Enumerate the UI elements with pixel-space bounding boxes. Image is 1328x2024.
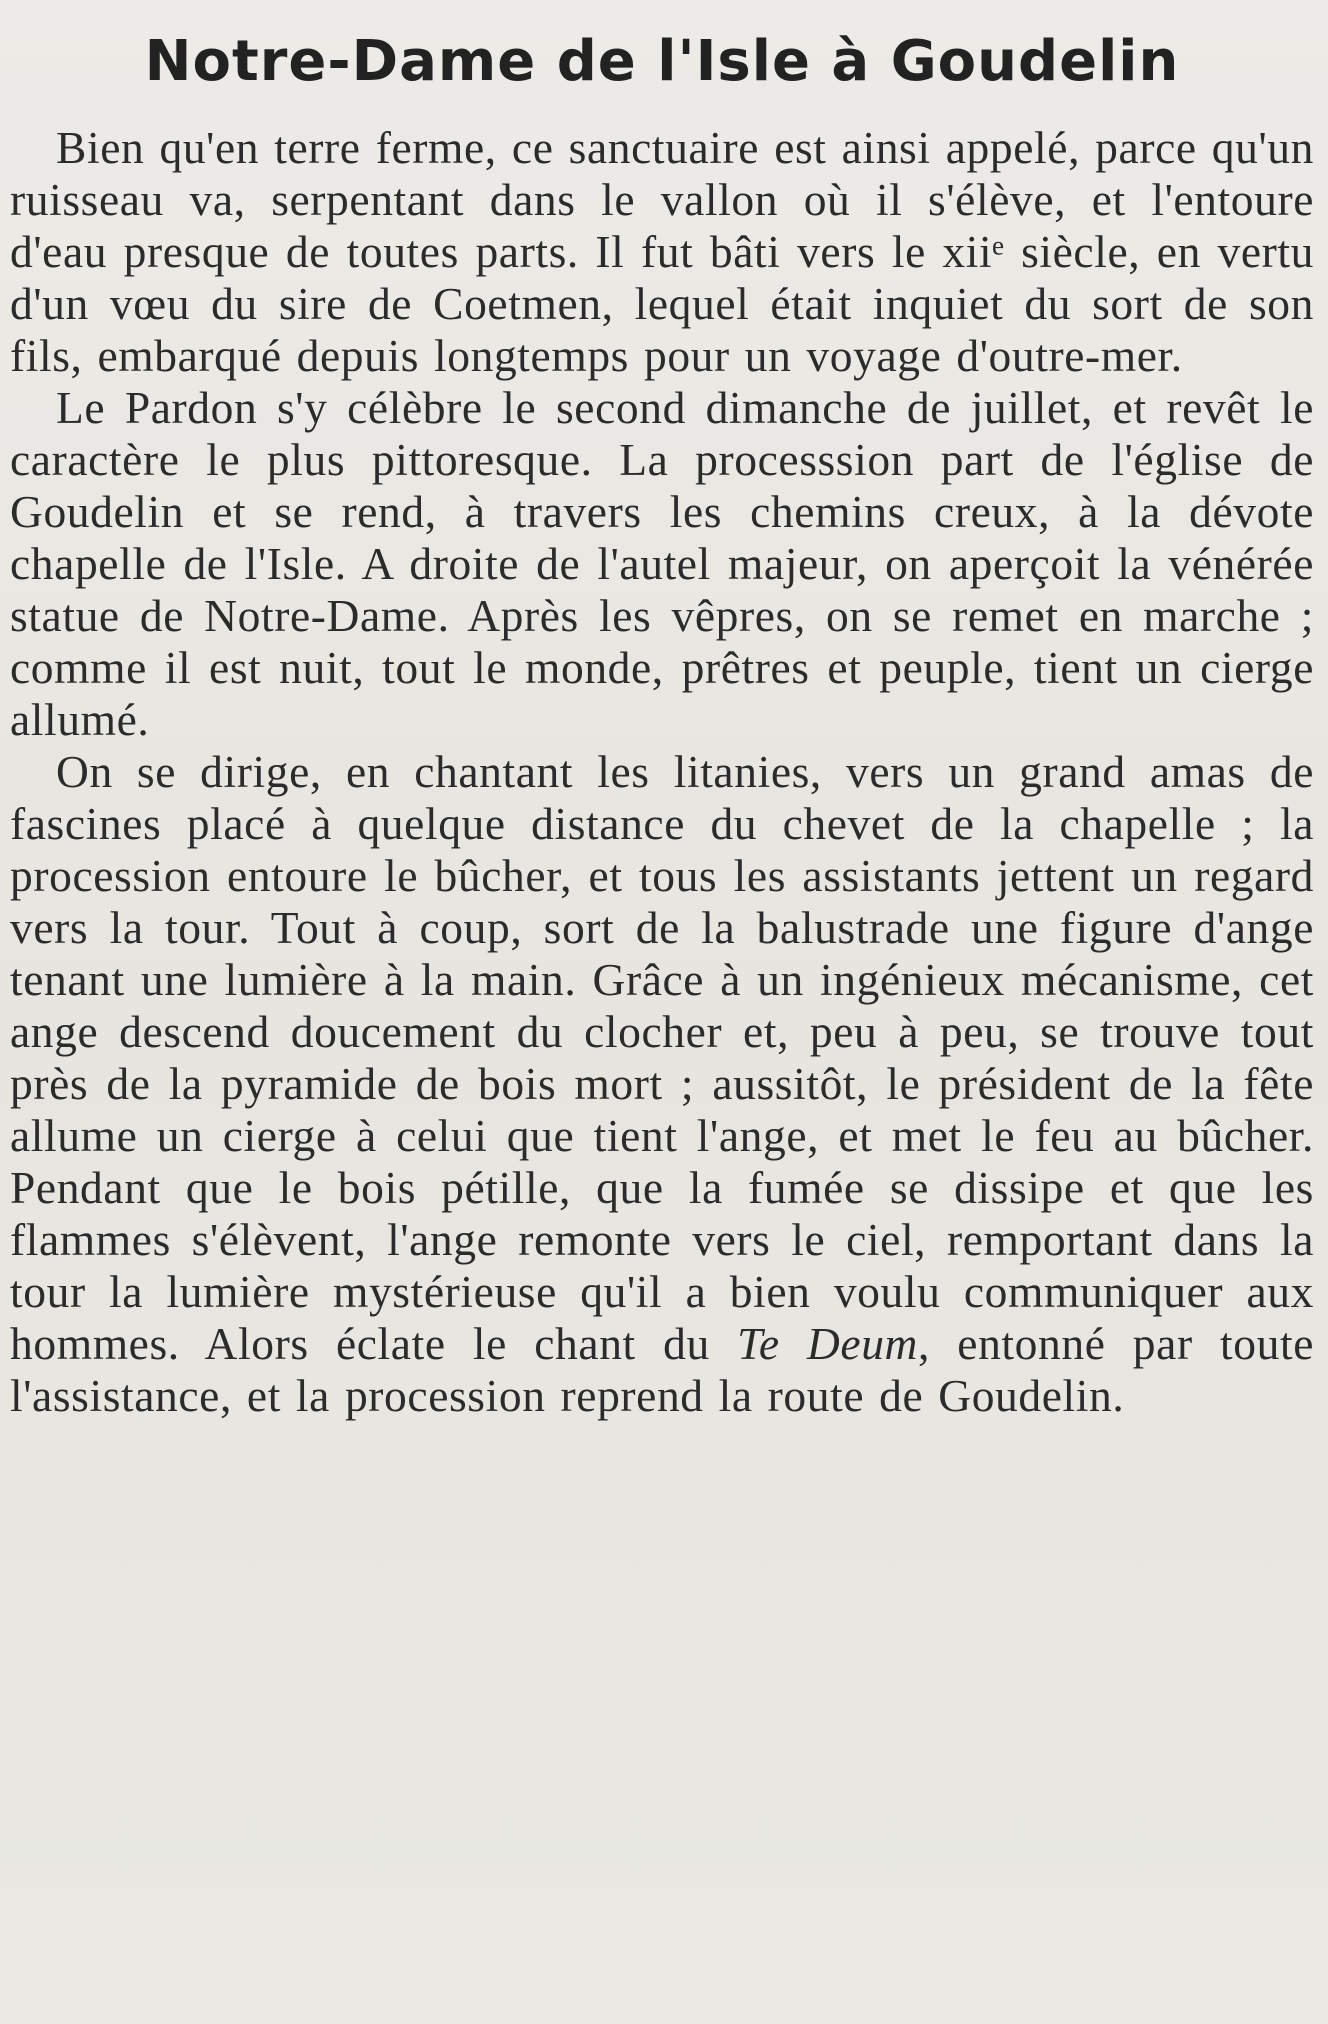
te-deum-italic: Te Deum xyxy=(737,1318,918,1369)
paragraph-procession-ending: , entonné par toute l'assistance, et la procession reprend la route de Goudelin. xyxy=(10,1318,1314,1421)
paragraph-procession-text: On se dirige, en chantant les litanies, vers un grand amas de fascines placé à quelque distance du chevet de la chapelle ; la procession entoure le bûcher, et tous les assistants jettent un regard vers la tour. Tout à coup, sort de la balustrade une figure d'ange tenant une lumière à la main. Grâce à un ingénieux mécanisme, cet ange descend doucement du clocher et, peu à peu, se trouve tout près de la pyramide de bois mort ; aussitôt, le président de la fête allume un cierge à celui que tient l'ange, et met le feu au bûcher. Pendant que le bois pétille, que la fumée se dissipe et que les flammes s'élèvent, l'ange remonte vers le ciel, remportant dans la tour la lumière mystérieuse qu'il a bien voulu communiquer aux hommes. Alors éclate le chant du xyxy=(10,746,1314,1369)
article-body xyxy=(10,122,1314,1422)
paragraph-pardon: Le Pardon s'y célèbre le second dimanche de juillet, et revêt le caractère le plus pittoresque. La processsion part de l'église de Goudelin et se rend, à travers les chemins creux, à la dévote chapelle de l'Isle. A droite de l'autel majeur, on aperçoit la vénérée statue de Notre-Dame. Après les vêpres, on se remet en marche ; comme il est nuit, tout le monde, prêtres et peuple, tient un cierge allumé. xyxy=(10,382,1314,745)
article-title: Notre-Dame de l'Isle à Goudelin xyxy=(144,29,1180,94)
paragraph-origin: Bien qu'en terre ferme, ce sanctuaire est ainsi appelé, parce qu'un ruisseau va, serpentant dans le vallon où il s'élève, et l'entoure d'eau presque de toutes parts. Il fut bâti vers le xiiᵉ siècle, en vertu d'un vœu du sire de Coetmen, lequel était inquiet du sort de son fils, embarqué depuis longtemps pour un voyage d'outre-mer. xyxy=(10,122,1314,381)
paragraph-procession xyxy=(10,746,1314,1422)
